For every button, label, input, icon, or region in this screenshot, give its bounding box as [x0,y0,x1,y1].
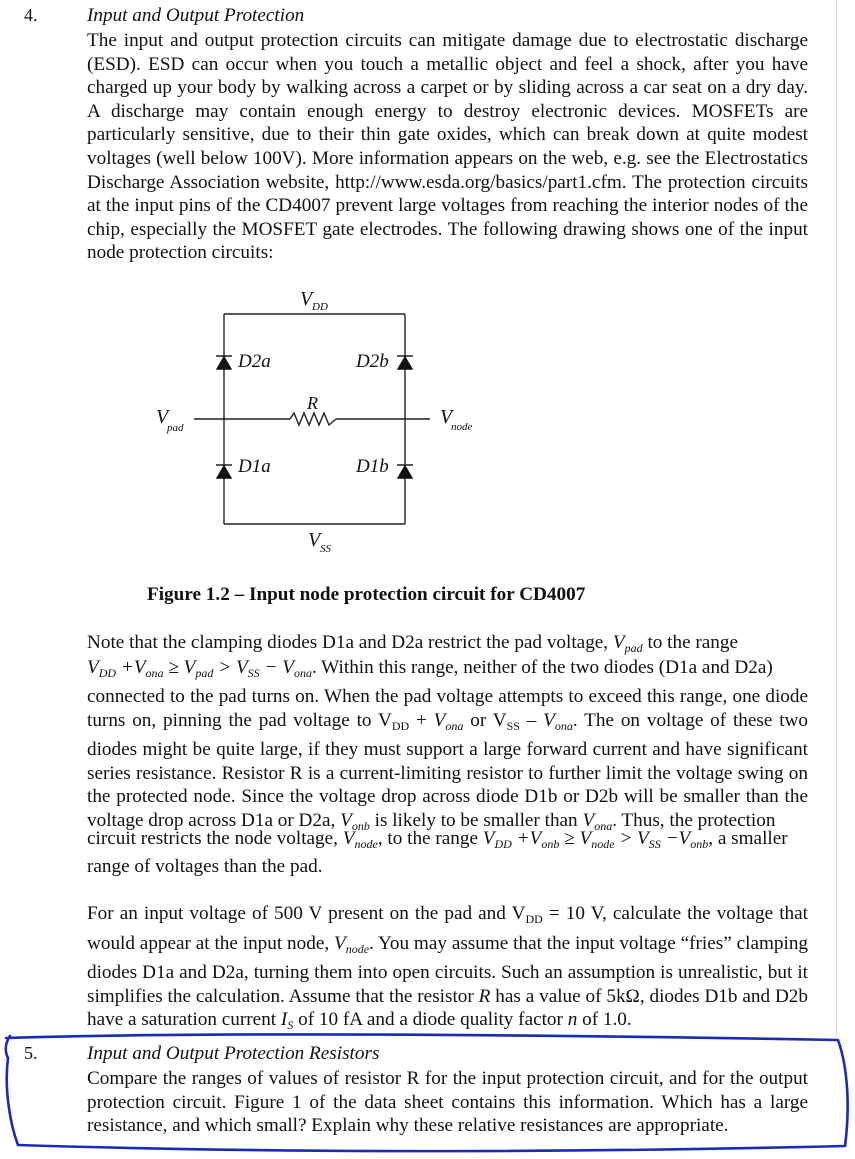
note-line-1: Note that the clamping diodes D1a and D2a restrict the pad voltage, $V_{pad}$ to the range [87,632,739,655]
question-5-number: 5. [24,1043,38,1063]
question-5-body: Compare the ranges of values of resistor R for the input protection circuit, and for the output protection circuit. Figure 1 of the data sheet contains this information. Which has a large resistance, and which small? Explain why these relative resistances are appropriate. [87,1068,808,1137]
protection-circuit-figure [140,280,520,565]
task-paragraph: For an input voltage of 500 V present on the pad and $V_{DD} = 10$ V, calculate the voltage that would appear at the input node, $V_{node}$. You may assume that the input voltage “fries” clamping diodes D1a and D2a, turning them into open circuits. Such an assumption is unrealistic, but it simplifies the calculation. Assume that the resistor R has a value of 5kΩ, diodes D1b and D2b have a saturation current $I_S$ of 10 fA and a diode quality factor n of 1.0. [87,903,809,1033]
note-paragraph: connected to the pad turns on. When the pad voltage attempts to exceed this range, one diode turns on, pinning the pad voltage to $V_{DD} + V_{ona}$ or $V_{SS} - V_{ona}$. The on voltage of these two diodes might be quite large, if they must support a large forward current and have significant series resistance. Resistor R is a current-limiting resistor to further limit the voltage swing on the protected node. Since the voltage drop across diode D1b or D2b will be smaller than the voltage drop across D1a or D2a, $V_{onb}$ is likely to be smaller than $V_{ona}$. Thus, the protection [87,686,809,833]
vss-label: V [308,529,321,551]
question-4-number: 4. [24,5,38,25]
resistor-r [290,413,336,425]
vdd-sub: DD [312,301,328,313]
vss-sub: SS [320,543,331,555]
question-5-title: Input and Output Protection Resistors [87,1043,380,1064]
vpad-label: V [156,406,169,428]
note-last-line: range of voltages than the pad. [87,856,323,877]
note-line-range2: circuit restricts the node voltage, $V_{node}$, to the range $V_{DD} +V_{onb} \ge V_{node} > V_{SS} -V_{onb}$, a smaller [87,828,788,851]
d2b-label: D2b [356,351,389,372]
vnode-sub: node [451,421,473,433]
resistor-label: R [307,393,318,413]
vnode-label: V [440,406,453,428]
d2a-label: D2a [238,351,271,372]
hand-drawn-highlight [0,1028,855,1159]
figure-caption: Figure 1.2 – Input node protection circuit for CD4007 [147,584,586,605]
d1b-label: D1b [356,456,389,477]
page-edge [836,0,837,1036]
diode-d1a-icon [217,466,231,478]
vpad-sub: pad [167,422,184,434]
diode-d2b-icon [398,357,412,369]
d1a-label: D1a [238,456,271,477]
note-line-2: $V_{DD} +V_{ona} \ge V_{pad} > V_{SS} - V_{ona}$. Within this range, neither of the two diodes (D1a and D2a) [87,657,773,680]
question-4-title: Input and Output Protection [87,5,305,26]
diode-d1b-icon [398,466,412,478]
question-4-intro: The input and output protection circuits can mitigate damage due to electrostatic discharge (ESD). ESD can occur when you touch a metallic object and feel a shock, after you have charged up your body by walking across a carpet or by sliding across a car seat on a dry day. A discharge may contain enough energy to destroy electronic devices. MOSFETs are particularly sensitive, due to their thin gate oxides, which can break down at quite modest voltages (well below 100V). More information appears on the web, e.g. see the Electrostatics Discharge Association website, http://www.esda.org/basics/part1.cfm. The protection circuits at the input pins of the CD4007 prevent large voltages from reaching the interior nodes of the chip, especially the MOSFET gate electrodes. The following drawing shows one of the input node protection circuits: [87,30,808,264]
diode-d2a-icon [217,357,231,369]
vdd-label: V [300,288,313,310]
